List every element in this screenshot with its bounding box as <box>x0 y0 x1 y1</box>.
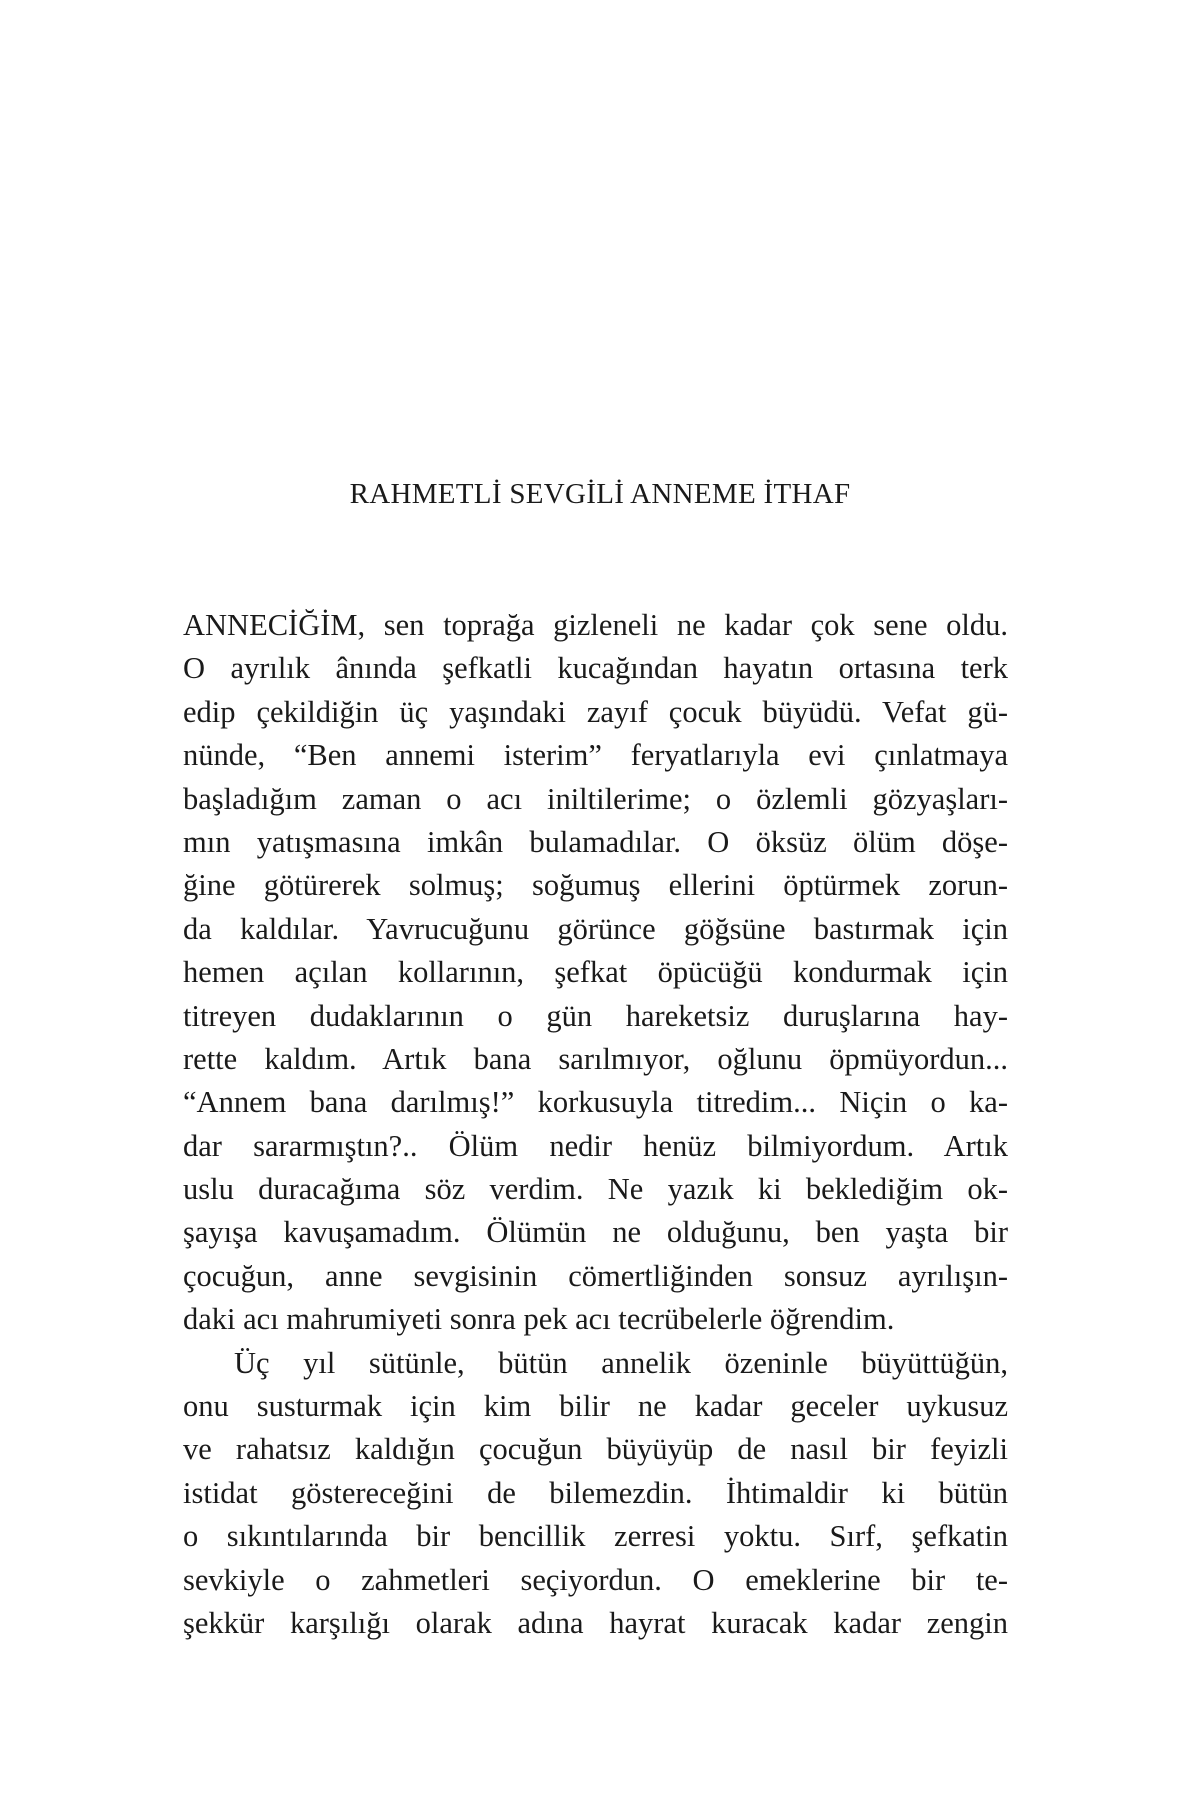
text-line: sevkiyle o zahmetleri seçiyordun. O emeklerine bir te- <box>183 1562 1008 1597</box>
text-line: o sıkıntılarında bir bencillik zerresi yoktu. Sırf, şefkatin <box>183 1519 1008 1554</box>
text-line: da kaldılar. Yavrucuğunu görünce göğsüne bastırmak için <box>183 911 1008 946</box>
text-line: şayışa kavuşamadım. Ölümün ne olduğunu, ben yaşta bir <box>183 1215 1008 1250</box>
text-line: başladığım zaman o acı iniltilerime; o özlemli gözyaşları- <box>183 781 1008 816</box>
text-line: nünde, “Ben annemi isterim” feryatlarıyla evi çınlatmaya <box>183 738 1008 773</box>
text-line: titreyen dudaklarının o gün hareketsiz duruşlarına hay- <box>183 998 1008 1033</box>
text-line: ANNECİĞİM, sen toprağa gizleneli ne kadar çok sene oldu. <box>183 608 1008 642</box>
text-line: istidat göstereceğini de bilemezdin. İhtimaldir ki bütün <box>183 1475 1008 1510</box>
text-line: hemen açılan kollarının, şefkat öpücüğü kondurmak için <box>183 955 1008 990</box>
text-line: ğine götürerek solmuş; soğumuş ellerini öptürmek zorun- <box>183 868 1008 903</box>
text-line: ve rahatsız kaldığın çocuğun büyüyüp de nasıl bir feyizli <box>183 1432 1008 1467</box>
text-line: çocuğun, anne sevgisinin cömertliğinden sonsuz ayrılışın- <box>183 1258 1008 1293</box>
dedication-body <box>183 604 1008 1645</box>
dedication-title: RAHMETLİ SEVGİLİ ANNEME İTHAF <box>349 478 851 510</box>
text-line: rette kaldım. Artık bana sarılmıyor, oğlunu öpmüyordun... <box>183 1041 1008 1076</box>
text-line: edip çekildiğin üç yaşındaki zayıf çocuk büyüdü. Vefat gü- <box>183 694 1008 729</box>
text-line: dar sararmıştın?.. Ölüm nedir henüz bilmiyordum. Artık <box>183 1128 1008 1163</box>
text-line: şekkür karşılığı olarak adına hayrat kuracak kadar zengin <box>183 1605 1008 1640</box>
text-line: uslu duracağıma söz verdim. Ne yazık ki beklediğim ok- <box>183 1172 1008 1207</box>
text-line: O ayrılık ânında şefkatli kucağından hayatın ortasına terk <box>183 651 1008 686</box>
text-line: onu susturmak için kim bilir ne kadar geceler uykusuz <box>183 1389 1008 1424</box>
text-line: “Annem bana darılmış!” korkusuyla titredim... Niçin o ka- <box>183 1085 1008 1120</box>
text-line: Üç yıl sütünle, bütün annelik özeninle büyüttüğün, <box>234 1345 1008 1380</box>
text-line: mın yatışmasına imkân bulamadılar. O öksüz ölüm döşe- <box>183 824 1008 859</box>
text-line: daki acı mahrumiyeti sonra pek acı tecrübelerle öğrendim. <box>183 1302 895 1337</box>
